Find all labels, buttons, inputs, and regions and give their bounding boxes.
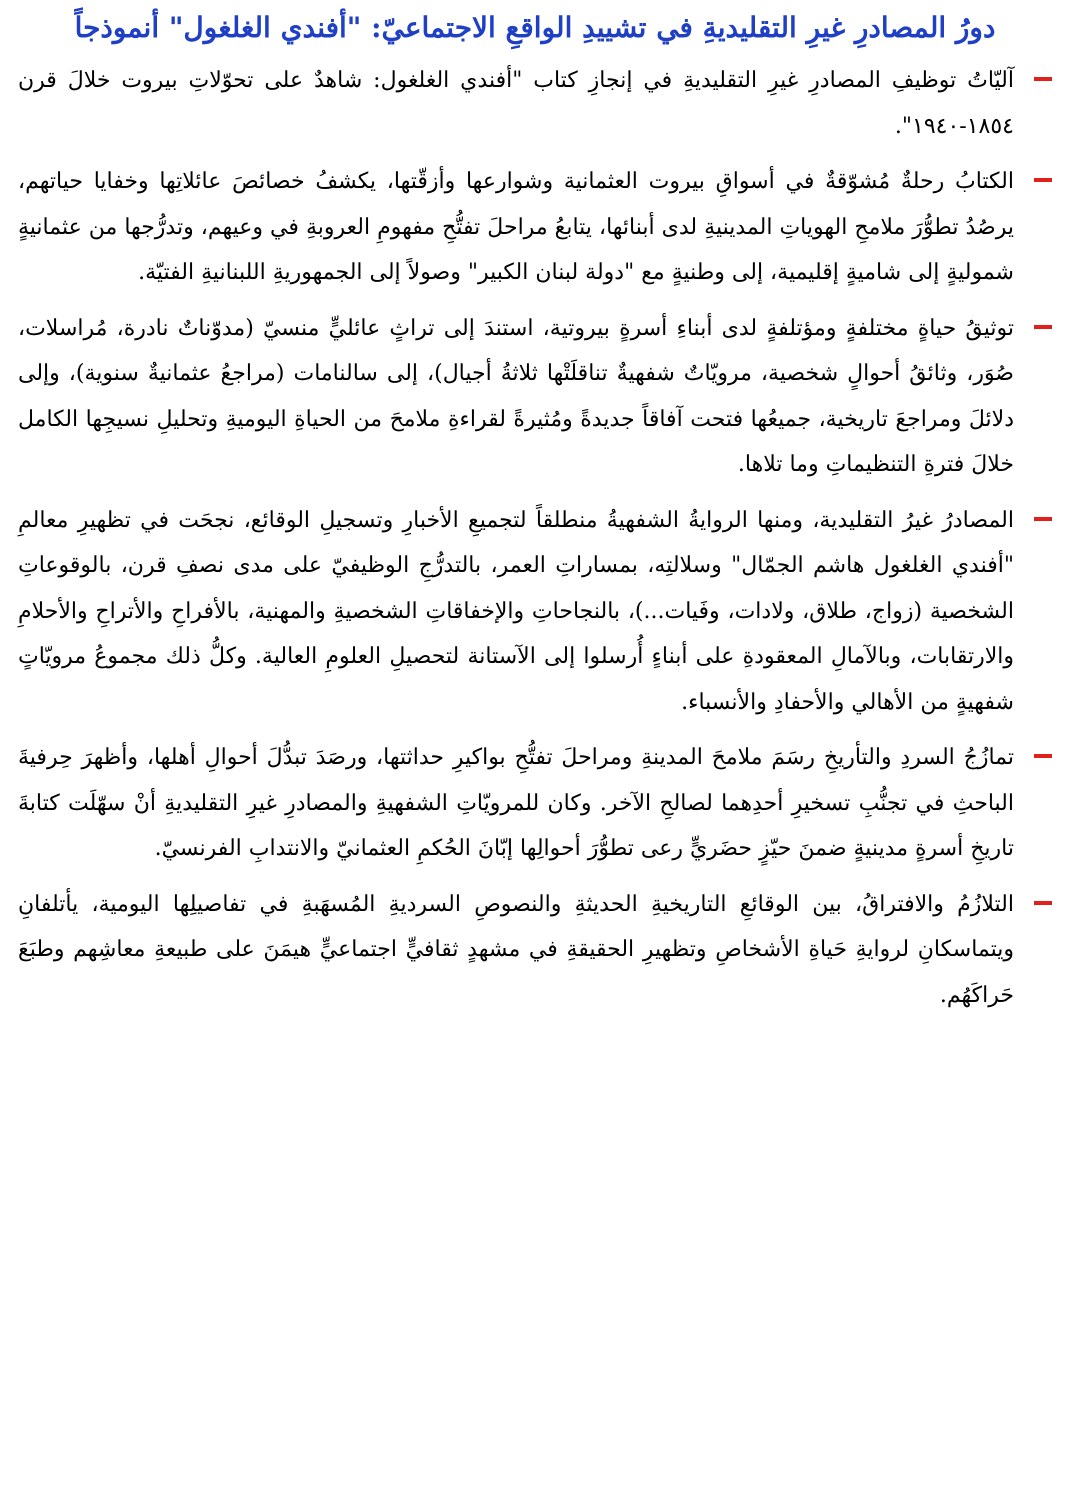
dash-bullet-icon — [1034, 77, 1052, 81]
bullet-list — [18, 58, 1052, 1018]
dash-bullet-icon — [1034, 325, 1052, 329]
dash-bullet-icon — [1034, 754, 1052, 758]
item-text: آليّاتُ توظيفِ المصادرِ غيرِ التقليديةِ في إنجازِ كتاب "أفندي الغلغول: شاهدٌ على تحوّلاتِ بيروت خلالَ قرن ١٨٥٤-١٩٤٠". — [18, 68, 1014, 139]
list-item — [18, 882, 1052, 1019]
page-title: دورُ المصادرِ غيرِ التقليديةِ في تشييدِ الواقعِ الاجتماعيّ: "أفندي الغلغول" أنموذجاً — [74, 11, 996, 44]
dash-bullet-icon — [1034, 178, 1052, 182]
list-item — [18, 159, 1052, 296]
item-text: المصادرُ غيرُ التقليدية، ومنها الروايةُ الشفهيةُ منطلقاً لتجميعِ الأخبارِ وتسجيلِ الوقائع، نجحَت في تظهيرِ معالمِ "أفندي الغلغول هاشم الجمّال" وسلالتِه، بمساراتِ العمر، بالتدرُّجِ الوظيفيّ على مدى نصفِ قرن، بالوقوعاتِ الشخصية (زواج، طلاق، ولادات، وفَيات...)، بالنجاحاتِ والإخفاقاتِ الشخصيةِ والمهنية، بالأفراحِ والأتراحِ والأحلامِ والارتقابات، وبالآمالِ المعقودةِ على أبناءٍ أُرسلوا إلى الآستانة لتحصيلِ العلومِ العالية. وكلُّ ذلك مجموعُ مرويّاتٍ شفهيةٍ من الأهالي والأحفادِ والأنسباء. — [18, 507, 1014, 715]
list-item — [18, 306, 1052, 488]
list-item — [18, 58, 1052, 149]
item-text: التلازُمُ والافتراقُ، بين الوقائعِ التاريخيةِ الحديثةِ والنصوصِ السرديةِ المُسهَبةِ في تفاصيلِها اليومية، يأتلفانِ ويتماسكانِ لروايةِ حَياةِ الأشخاصِ وتظهيرِ الحقيقةِ في مشهدٍ ثقافيٍّ اجتماعيٍّ هيمَنَ على طبيعةِ معاشِهم وطبَعَ حَراكَهُم. — [18, 891, 1014, 1008]
item-text: تمازُجُ السردِ والتأريخِ رسَمَ ملامحَ المدينةِ ومراحلَ تفتُّحِ بواكيرِ حداثتها، ورصَدَ تبدُّلَ أحوالِ أهلها، وأظهرَ حِرفيةَ الباحثِ في تجنُّبِ تسخيرِ أحدِهما لصالحِ الآخر. وكان للمرويّاتِ الشفهيةِ والمصادرِ غيرِ التقليديةِ أنْ سهّلَت كتابةَ تاريخِ أسرةٍ مدينيةٍ ضمنَ حيّزٍ حضَريٍّ رعى تطوُّرَ أحوالِها إبّانَ الحُكمِ العثمانيّ والانتدابِ الفرنسيّ. — [18, 745, 1014, 861]
item-text: توثيقُ حياةٍ مختلفةٍ ومؤتلفةٍ لدى أبناءِ أسرةٍ بيروتية، استندَ إلى تراثٍ عائليٍّ منسيّ (مدوّناتٌ نادرة، مُراسلات، صُوَر، وثائقُ أحوالٍ شخصية، مرويّاتٌ شفهيةٌ تناقلَتْها ثلاثةُ أجيال)، إلى سالنامات (مراجعُ عثمانيةٌ سنوية)، وإلى دلائلَ ومراجعَ تاريخية، جميعُها فتحت آفاقاً جديدةً ومُثيرةً لقراءةِ ملامحَ من الحياةِ اليوميةِ وتحليلِ نسيجِها الكامل خلالَ فترةِ التنظيماتِ وما تلاها. — [18, 315, 1014, 477]
list-item — [18, 498, 1052, 726]
dash-bullet-icon — [1034, 901, 1052, 905]
item-text: الكتابُ رحلةٌ مُشوّقةٌ في أسواقِ بيروت العثمانية وشوارعها وأزقّتها، يكشفُ خصائصَ عائلاتِها وخفايا حياتهم، يرصُدُ تطوُّرَ ملامحِ الهوياتِ المدينيةِ لدى أبنائها، يتابعُ مراحلَ تفتُّحِ مفهومِ العروبةِ في وعيهم، وتدرُّجها من عثمانيةٍ شموليةٍ إلى شاميةٍ إقليمية، إلى وطنيةٍ مع "دولة لبنان الكبير" وصولاً إلى الجمهوريةِ اللبنانيةِ الفتيّة. — [18, 169, 1014, 285]
list-item — [18, 735, 1052, 872]
dash-bullet-icon — [1034, 517, 1052, 521]
